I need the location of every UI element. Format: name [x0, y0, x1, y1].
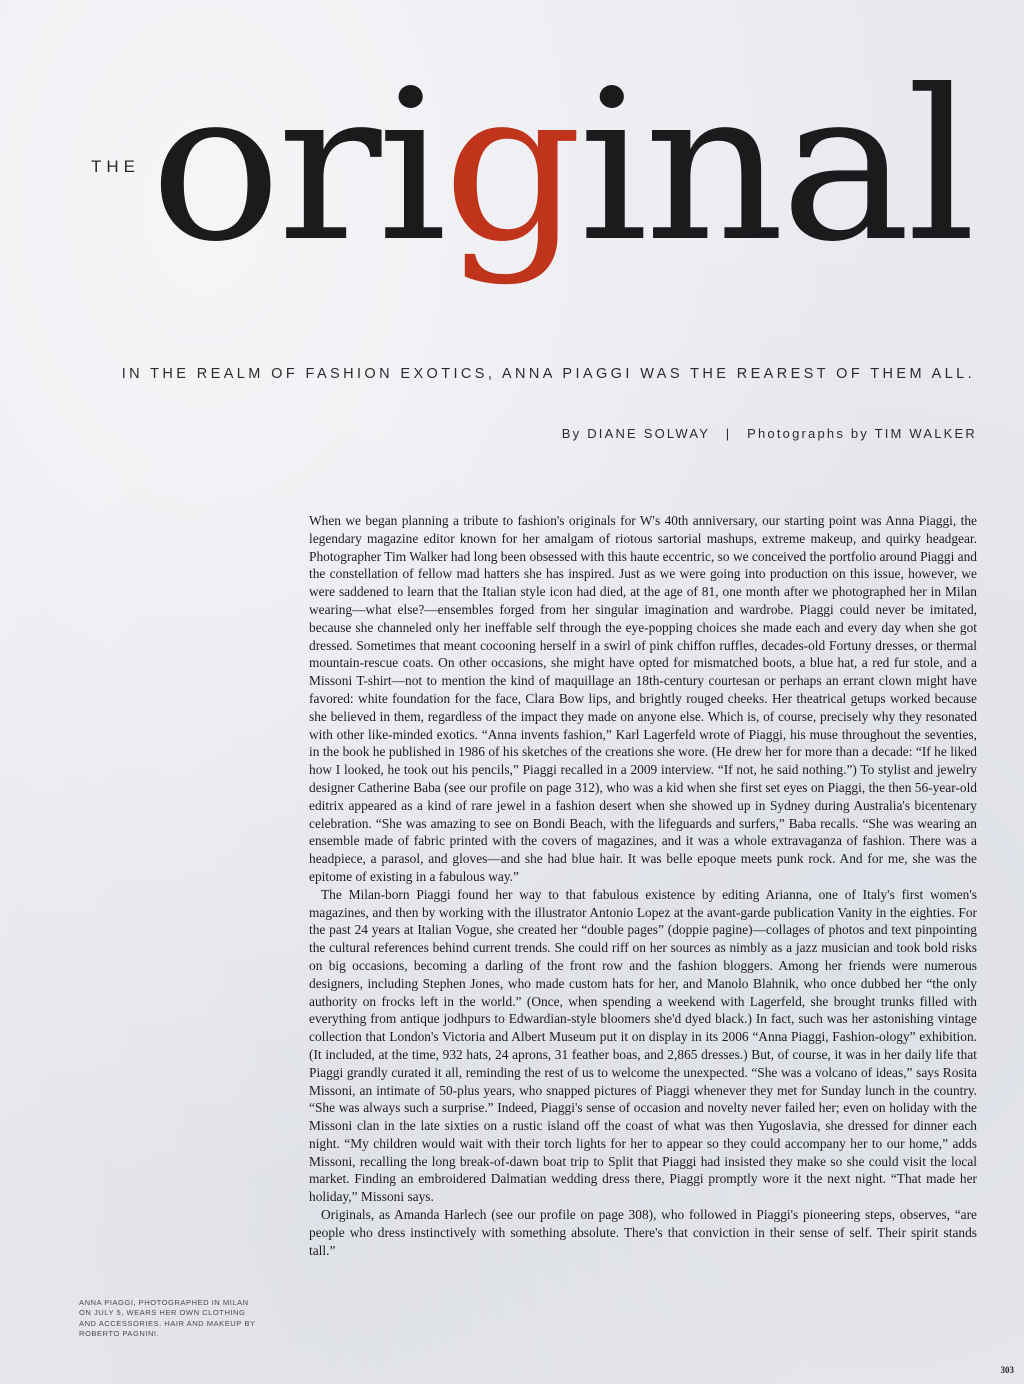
byline-separator: |	[725, 426, 732, 441]
title-accent-letter: g	[442, 46, 573, 288]
byline-author: DIANE SOLWAY	[587, 426, 710, 441]
title-part-2: inal	[578, 46, 954, 288]
body-paragraph-3: Originals, as Amanda Harlech (see our profile on page 308), who followed in Piaggi's pioneering steps, observes, “are people who dress instinctively with something absolute. There's that conviction in their sense of self. Their spirit stands tall.”	[309, 1207, 977, 1258]
page-title	[150, 30, 1010, 330]
body-paragraph-1: When we began planning a tribute to fashion's originals for W's 40th anniversary, our starting point was Anna Piaggi, the legendary magazine editor known for her amalgam of riotous sartorial mashups, extreme makeup, and quirky headgear. Photographer Tim Walker had long been obsessed with this haute eccentric, so we conceived the portfolio around Piaggi and the constellation of fellow mad hatters she has inspired. Just as we were going into production on this issue, however, we were saddened to learn that the Italian style icon had died, at the age of 81, one month after we photographed her in Milan wearing—what else?—ensembles forged from her singular imagination and wardrobe. Piaggi could never be imitated, because she channeled only her ineffable self through the eye-popping choices she made each and every day when she got dressed. Sometimes that meant cocooning herself in a swirl of pink chiffon ruffles, decades-old Fortuny dresses, or thermal mountain-rescue coats. On other occasions, she might have opted for mismatched boots, a blue hat, a red fur stole, and a Missoni T-shirt—not to mention the kind of maquillage an 18th-century courtesan or perhaps an errant clown might have favored: white foundation for the face, Clara Bow lips, and brightly rouged cheeks. Her theatrical getups worked because she believed in them, regardless of the impact they made on anyone else. Which is, of course, precisely why they resonated with other like-minded exotics. “Anna invents fashion,” Karl Lagerfeld wrote of Piaggi, his muse throughout the seventies, in the book he published in 1986 of his sketches of the creations she wore. (He drew her for more than a decade: “If he liked how I looked, he took out his pencils,” Piaggi recalled in a 2009 interview. “If not, he said nothing.”) To stylist and jewelry designer Catherine Baba (see our profile on page 312), who was a kid when she first set eyes on Piaggi, the then 56-year-old editrix appeared as a kind of rare jewel in a fashion desert when she showed up in Sydney during Australia's bicentenary celebration. “She was amazing to see on Bondi Beach, with the lifeguards and surfers,” Baba recalls. “She was wearing an ensemble made of fabric printed with the covers of magazines, and it was a whole extravaganza of fashion. There was a headpiece, a parasol, and gloves—and she had blue hair. It was belle epoque meets punk rock. And for me, she was the epitome of existing in a fabulous way.”	[309, 513, 977, 884]
title-part-1: ori	[150, 46, 430, 288]
svg-text:original	[150, 46, 972, 288]
byline-author-prefix: By	[561, 426, 582, 441]
article-body	[309, 512, 977, 1259]
photo-caption: ANNA PIAGGI, PHOTOGRAPHED IN MILAN ON JULY 5, WEARS HER OWN CLOTHING AND ACCESSORIES. HAIR AND MAKEUP BY ROBERTO PAGNINI.	[79, 1298, 256, 1338]
page-number: 303	[1000, 1365, 1014, 1375]
byline	[0, 426, 977, 441]
body-paragraph-2: The Milan-born Piaggi found her way to that fabulous existence by editing Arianna, one of Italy's first women's magazines, and then by working with the illustrator Antonio Lopez at the avant-garde publication Vanity in the eighties. For the past 24 years at Italian Vogue, she created her “double pages” (doppie pagine)—collages of photos and text pinpointing the cultural references behind current trends. She could riff on her sources as nimbly as a jazz musician and took bold risks on big occasions, becoming a darling of the front row and the fashion bloggers. Among her friends were numerous designers, including Stephen Jones, who made custom hats for her, and Manolo Blahnik, who once dubbed her “the only authority on frocks left in the world.” (Once, when spending a weekend with Lagerfeld, she brought trunks filled with everything from antique jodhpurs to Edwardian-style bloomers she'd dyed black.) In fact, such was her astonishing vintage collection that London's Victoria and Albert Museum put it on display in its 2006 “Anna Piaggi, Fashion-ology” exhibition. (It included, at the time, 932 hats, 24 aprons, 31 feather boas, and 2,865 dresses.) But, of course, it was in her daily life that Piaggi grandly curated it all, reminding the rest of us to welcome the unexpected. “She was a volcano of ideas,” says Rosita Missoni, an intimate of 50-plus years, who snapped pictures of Piaggi whenever they met for Sunday lunch in the country. “She was always such a surprise.” Indeed, Piaggi's sense of occasion and novelty never failed her; even on holiday with the Missoni clan in the late sixties on a rustic island off the coast of what was then Yugoslavia, she dressed for dinner each night. “My children would wait with their torch lights for her to appear so they could accompany her to our home,” adds Missoni, recalling the long break-of-dawn boat trip to Split that Piaggi had insisted they make so she could visit the local market. Finding an embroidered Dalmatian wedding dress there, Piaggi promptly wore it the next night. “That made her holiday,” Missoni says.	[309, 886, 977, 1205]
title-prefix: THE	[91, 157, 140, 176]
byline-photographer: TIM WALKER	[874, 426, 977, 441]
byline-photo-prefix: Photographs by	[747, 426, 869, 441]
article-deck: IN THE REALM OF FASHION EXOTICS, ANNA PIAGGI WAS THE REAREST OF THEM ALL.	[121, 366, 975, 382]
